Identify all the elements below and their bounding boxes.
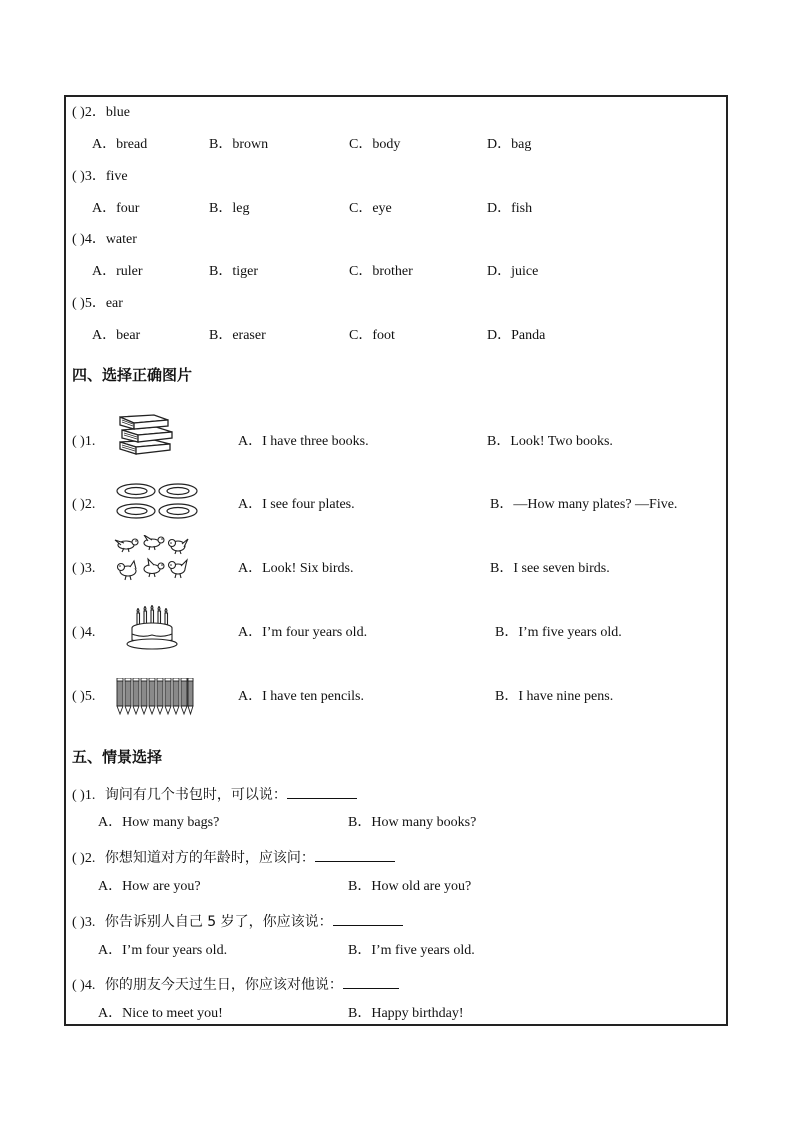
option-b: B．I’m five years old. (495, 625, 622, 640)
option-b: B．I see seven birds. (490, 561, 610, 576)
option-b: B．I have nine pens. (495, 689, 614, 704)
option-b: B．brown (209, 137, 269, 152)
option-b: B．leg (209, 201, 250, 216)
question-text: 你的朋友今天过生日，你应该对他说： (104, 977, 343, 993)
section-4-heading: 四、选择正确图片 (72, 366, 193, 384)
question-number: ( )2. (72, 851, 96, 866)
option-c: C．foot (349, 328, 395, 343)
question-3-5: ( )5．ear (72, 296, 123, 311)
question-4-5: ( )5. (72, 689, 96, 704)
answer-blank[interactable] (343, 974, 399, 989)
question-5-4 (72, 974, 399, 995)
question-4-1: ( )1. (72, 434, 96, 449)
question-3-4: ( )4．water (72, 232, 137, 247)
option-b: B．How many books? (348, 815, 477, 830)
option-c: C．body (349, 137, 401, 152)
option-d: D．bag (487, 137, 532, 152)
option-a: A．I have ten pencils. (238, 689, 364, 704)
question-5-3 (72, 911, 403, 932)
option-c: C．eye (349, 201, 392, 216)
question-4-4: ( )4. (72, 625, 96, 640)
question-4-3: ( )3. (72, 561, 96, 576)
option-a: A．bread (92, 137, 148, 152)
question-3-3: ( )3．five (72, 169, 128, 184)
option-b: B．Happy birthday! (348, 1006, 464, 1021)
option-b: B．—How many plates? —Five. (490, 497, 678, 512)
question-number: ( )4. (72, 978, 96, 993)
birthday-cake-icon (126, 604, 178, 659)
pencils-icon (116, 678, 194, 721)
option-a: A．ruler (92, 264, 143, 279)
option-a: A．four (92, 201, 140, 216)
answer-blank[interactable] (333, 911, 403, 926)
option-d: D．juice (487, 264, 539, 279)
option-a: A．I see four plates. (238, 497, 355, 512)
question-5-1 (72, 784, 357, 805)
option-b: B．How old are you? (348, 879, 472, 894)
answer-blank[interactable] (287, 784, 357, 799)
option-a: A．I’m four years old. (238, 625, 368, 640)
question-3-2: ( )2．blue (72, 105, 130, 120)
option-b: B．eraser (209, 328, 266, 343)
birds-icon (114, 535, 194, 592)
option-d: D．fish (487, 201, 533, 216)
question-text: 你想知道对方的年龄时，应该问： (104, 850, 315, 866)
section-5-heading: 五、情景选择 (72, 748, 163, 766)
option-a: A．I have three books. (238, 434, 369, 449)
books-icon (114, 412, 176, 461)
plates-icon (116, 482, 200, 527)
option-b: B．I’m five years old. (348, 943, 475, 958)
option-a: A．How are you? (98, 879, 201, 894)
question-text: 询问有几个书包时，可以说： (104, 787, 287, 803)
question-4-2: ( )2. (72, 497, 96, 512)
option-c: C．brother (349, 264, 413, 279)
option-b: B．Look! Two books. (487, 434, 613, 449)
option-a: A．How many bags? (98, 815, 220, 830)
answer-blank[interactable] (315, 847, 395, 862)
question-5-2 (72, 847, 395, 868)
question-number: ( )1. (72, 788, 96, 803)
option-a: A．I’m four years old. (98, 943, 228, 958)
option-a: A．Look! Six birds. (238, 561, 354, 576)
option-d: D．Panda (487, 328, 546, 343)
option-a: A．Nice to meet you! (98, 1006, 223, 1021)
option-a: A．bear (92, 328, 141, 343)
option-b: B．tiger (209, 264, 258, 279)
question-number: ( )3. (72, 915, 96, 930)
question-text: 你告诉别人自己 5 岁了，你应该说： (104, 914, 333, 930)
